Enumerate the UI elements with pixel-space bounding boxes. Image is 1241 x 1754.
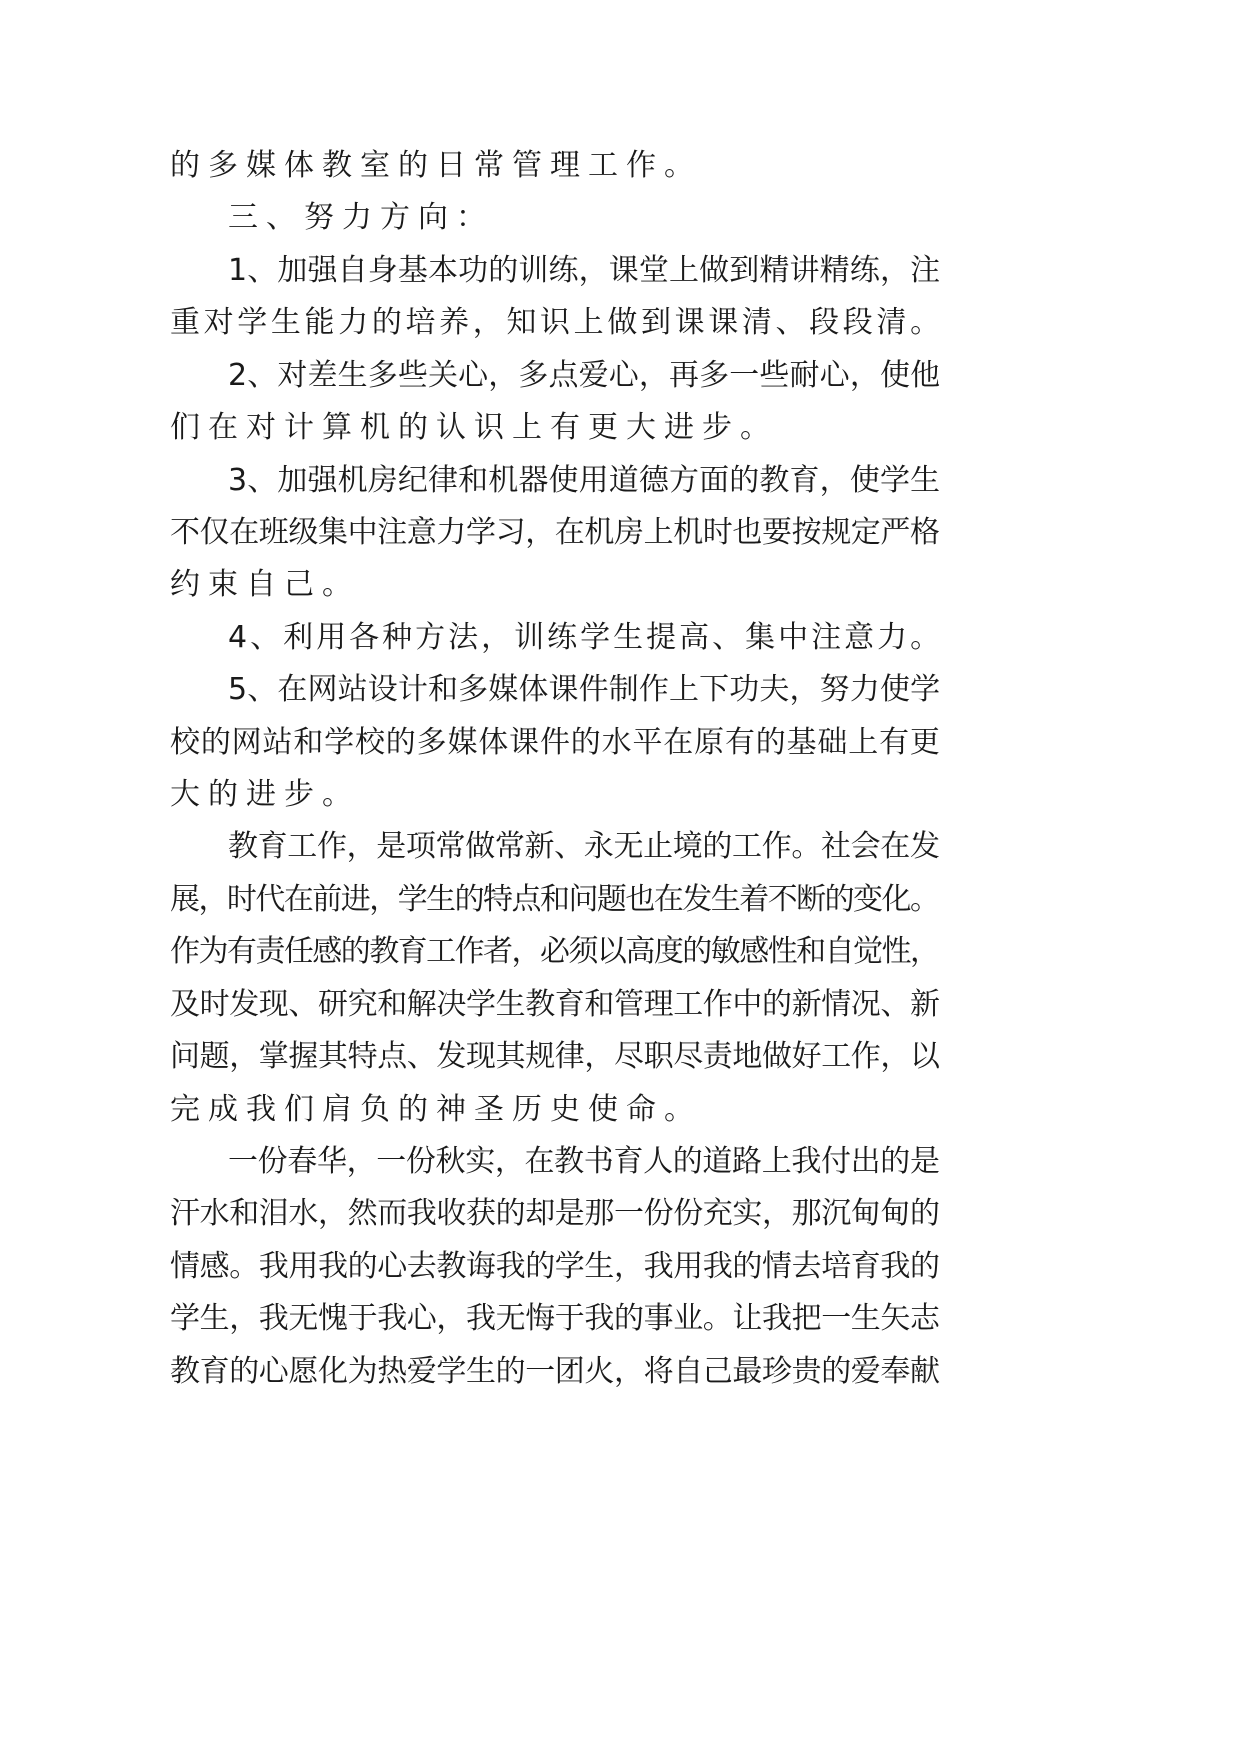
- text-line: 的多媒体教室的日常管理工作。: [170, 148, 702, 183]
- text-line: 2、对差生多些关心，多点爱心，再多一些耐心，使他: [228, 358, 941, 393]
- text-line: 重对学生能力的培养，知识上做到课课清、段段清。: [170, 305, 944, 340]
- text-line: 汗水和泪水，然而我收获的却是那一份份充实，那沉甸甸的: [170, 1196, 940, 1231]
- text-line: 约束自己。: [170, 567, 360, 602]
- text-line: 校的网站和学校的多媒体课件的水平在原有的基础上有更: [170, 725, 941, 760]
- text-line: 教育的心愿化为热爱学生的一团火，将自己最珍贵的爱奉献: [170, 1354, 940, 1389]
- text-line: 完成我们肩负的神圣历史使命。: [170, 1092, 702, 1127]
- text-line: 3、加强机房纪律和机器使用道德方面的教育，使学生: [228, 463, 941, 498]
- text-line: 展，时代在前进，学生的特点和问题也在发生着不断的变化。: [170, 882, 939, 917]
- text-line: 问题，掌握其特点、发现其规律，尽职尽责地做好工作，以: [170, 1039, 940, 1074]
- text-line: 4、利用各种方法，训练学生提高、集中注意力。: [228, 620, 944, 655]
- text-line: 情感。我用我的心去教诲我的学生，我用我的情去培育我的: [170, 1249, 940, 1284]
- text-line: 们在对计算机的认识上有更大进步。: [170, 410, 778, 445]
- text-line: 及时发现、研究和解决学生教育和管理工作中的新情况、新: [170, 987, 940, 1022]
- text-line: 作为有责任感的教育工作者，必须以高度的敏感性和自觉性，: [170, 934, 939, 969]
- text-line: 学生，我无愧于我心，我无悔于我的事业。让我把一生矢志: [170, 1301, 940, 1336]
- text-line: 1、加强自身基本功的训练，课堂上做到精讲精练，注: [228, 253, 941, 288]
- text-line: 5、在网站设计和多媒体课件制作上下功夫，努力使学: [228, 672, 941, 707]
- text-line: 大的进步。: [170, 777, 360, 812]
- text-line: 一份春华，一份秋实，在教书育人的道路上我付出的是: [228, 1144, 940, 1179]
- text-line: 教育工作，是项常做常新、永无止境的工作。社会在发: [228, 829, 940, 864]
- text-line: 三、努力方向：: [228, 200, 494, 235]
- text-line: 不仅在班级集中注意力学习，在机房上机时也要按规定严格: [170, 515, 940, 550]
